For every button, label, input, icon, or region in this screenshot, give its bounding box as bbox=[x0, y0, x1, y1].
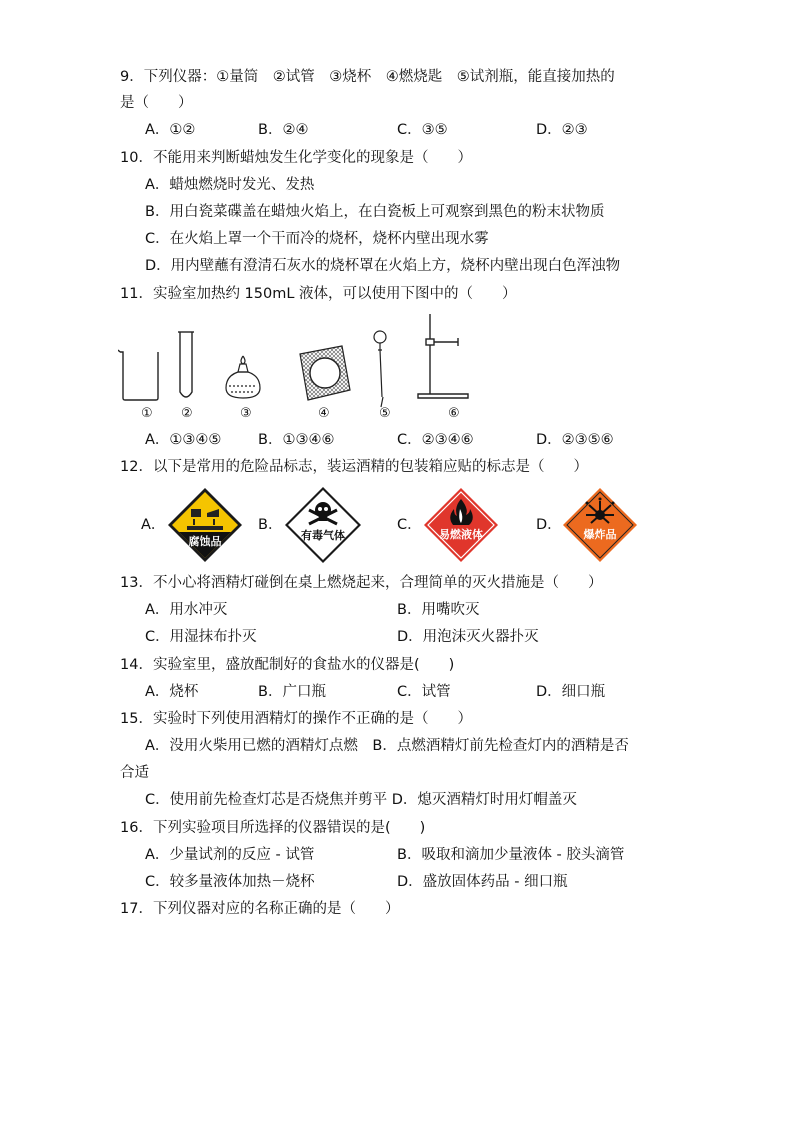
q12-letter-d: D． bbox=[536, 517, 562, 533]
q9-stem-line2: 是（ ） bbox=[120, 95, 193, 111]
apparatus-label-5: ⑤ bbox=[379, 406, 391, 421]
q15-stem: 15．实验时下列使用酒精灯的操作不正确的是（ ） bbox=[120, 711, 472, 727]
q10-option-a: A．蜡烛燃烧时发光、发热 bbox=[145, 177, 315, 193]
q10-option-d: D．用内壁蘸有澄清石灰水的烧杯罩在火焰上方，烧杯内壁出现白色浑浊物 bbox=[145, 258, 621, 274]
q12-letter-b: B． bbox=[258, 517, 283, 533]
q13-option-d: D．用泡沫灭火器扑灭 bbox=[397, 629, 539, 645]
q14-option-d: D．细口瓶 bbox=[536, 684, 606, 700]
q10-option-b: B．用白瓷菜碟盖在蜡烛火焰上，在白瓷板上可观察到黑色的粉末状物质 bbox=[145, 204, 605, 220]
q11-option-c: C．②③④⑥ bbox=[397, 432, 474, 448]
sign-label-flammable: 易燃液体 bbox=[439, 528, 483, 541]
flammable-liquid-sign[interactable] bbox=[423, 487, 499, 563]
corrosive-sign[interactable] bbox=[167, 487, 243, 563]
q15-option-cd: C．使用前先检查灯芯是否烧焦并剪平 D．熄灭酒精灯时用灯帽盖灭 bbox=[145, 792, 577, 808]
q9-option-d: D．②③ bbox=[536, 122, 588, 138]
q16-option-a: A．少量试剂的反应 - 试管 bbox=[145, 847, 315, 863]
alcohol-lamp-icon bbox=[226, 356, 260, 398]
q13-option-a: A．用水冲灭 bbox=[145, 602, 228, 618]
sign-label-toxic: 有毒气体 bbox=[301, 529, 345, 542]
q12-letter-a: A． bbox=[141, 517, 166, 533]
wire-gauze-icon bbox=[300, 346, 350, 400]
q9-option-c: C．③⑤ bbox=[397, 122, 448, 138]
q9-option-a: A．①② bbox=[145, 122, 196, 138]
q13-option-b: B．用嘴吹灭 bbox=[397, 602, 480, 618]
toxic-gas-sign[interactable] bbox=[284, 486, 362, 564]
apparatus-figure bbox=[118, 312, 488, 422]
q16-option-c: C．较多量液体加热－烧杯 bbox=[145, 874, 315, 890]
q9-stem-line1: 9．下列仪器：①量筒 ②试管 ③烧杯 ④燃烧匙 ⑤试剂瓶，能直接加热的 bbox=[120, 69, 615, 85]
q11-option-a: A．①③④⑤ bbox=[145, 432, 222, 448]
q12-letter-c: C． bbox=[397, 517, 422, 533]
apparatus-label-3: ③ bbox=[240, 406, 252, 421]
q10-stem: 10．不能用来判断蜡烛发生化学变化的现象是（ ） bbox=[120, 150, 472, 166]
q11-stem: 11．实验室加热约 150mL 液体，可以使用下图中的（ ） bbox=[120, 286, 517, 302]
apparatus-label-4: ④ bbox=[318, 406, 330, 421]
q16-option-b: B．吸取和滴加少量液体 - 胶头滴管 bbox=[397, 847, 625, 863]
beaker-icon bbox=[118, 350, 158, 400]
q13-option-c: C．用湿抹布扑灭 bbox=[145, 629, 257, 645]
q11-option-b: B．①③④⑥ bbox=[258, 432, 335, 448]
combustion-spoon-icon bbox=[374, 331, 386, 407]
apparatus-label-2: ② bbox=[181, 406, 193, 421]
q11-option-d: D．②③⑤⑥ bbox=[536, 432, 614, 448]
q14-option-c: C．试管 bbox=[397, 684, 451, 700]
q10-option-c: C．在火焰上罩一个干而冷的烧杯，烧杯内壁出现水雾 bbox=[145, 231, 489, 247]
iron-stand-icon bbox=[418, 314, 468, 398]
q16-stem: 16．下列实验项目所选择的仪器错误的是( ) bbox=[120, 820, 426, 836]
q13-stem: 13．不小心将酒精灯碰倒在桌上燃烧起来，合理简单的灭火措施是（ ） bbox=[120, 575, 603, 591]
q12-stem: 12．以下是常用的危险品标志，装运酒精的包装箱应贴的标志是（ ） bbox=[120, 459, 588, 475]
q17-stem: 17．下列仪器对应的名称正确的是（ ） bbox=[120, 901, 400, 917]
explosive-sign[interactable] bbox=[562, 487, 638, 563]
sign-label-corrosive: 腐蚀品 bbox=[188, 535, 222, 548]
test-tube-icon bbox=[178, 332, 194, 397]
sign-label-explosive: 爆炸品 bbox=[583, 528, 617, 541]
apparatus-label-6: ⑥ bbox=[448, 406, 460, 421]
q15-option-ab: A．没用火柴用已燃的酒精灯点燃 B．点燃酒精灯前先检查灯内的酒精是否 bbox=[145, 738, 629, 754]
q15-option-b-cont: 合适 bbox=[120, 765, 149, 781]
apparatus-label-1: ① bbox=[141, 406, 153, 421]
q14-stem: 14．实验室里，盛放配制好的食盐水的仪器是( ) bbox=[120, 657, 455, 673]
q14-option-a: A．烧杯 bbox=[145, 684, 199, 700]
q14-option-b: B．广口瓶 bbox=[258, 684, 326, 700]
q16-option-d: D．盛放固体药品 - 细口瓶 bbox=[397, 874, 568, 890]
q9-option-b: B．②④ bbox=[258, 122, 309, 138]
